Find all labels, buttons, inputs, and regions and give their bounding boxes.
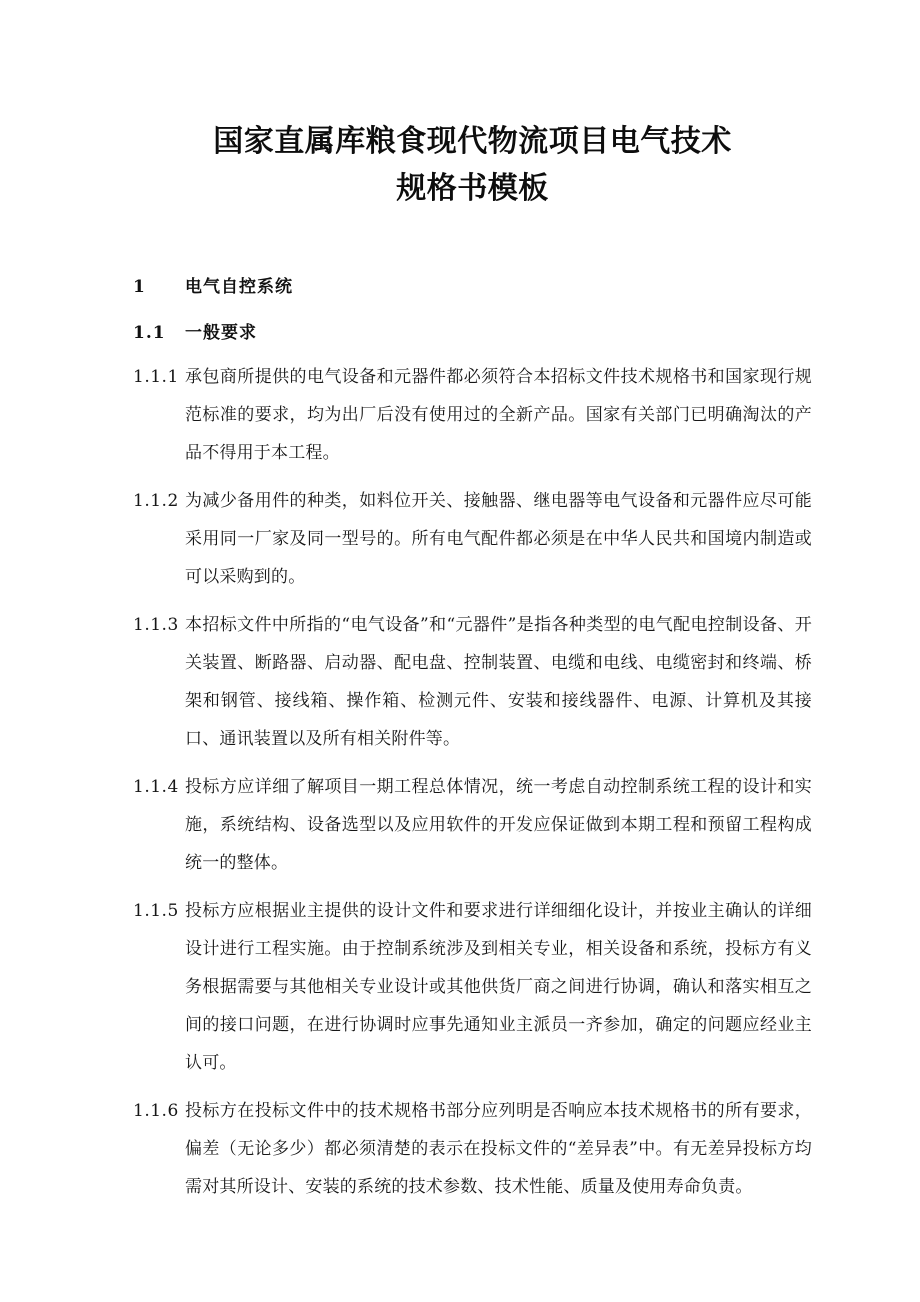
- clause-item: [133, 1092, 812, 1206]
- clause-item: [133, 892, 812, 1082]
- page-title: [133, 0, 812, 212]
- section-heading-1-number: 1: [133, 277, 146, 297]
- section-heading-1-label: 电气自控系统: [185, 277, 293, 297]
- clause-text: 投标方在投标文件中的技术规格书部分应列明是否响应本技术规格书的所有要求，偏差（无论多少）都必须清楚的表示在投标文件的“差异表”中。有无差异投标方均需对其所设计、安装的系统的技术参数、技术性能、质量及使用寿命负责。: [185, 1101, 812, 1197]
- clause-item: [133, 768, 812, 882]
- title-line-2: 规格书模板: [396, 171, 549, 206]
- page-content: [133, 0, 812, 1206]
- section-heading-1-1-label: 一般要求: [185, 323, 257, 343]
- clause-item: [133, 606, 812, 758]
- section-heading-1-1: [133, 318, 812, 348]
- clause-text: 投标方应详细了解项目一期工程总体情况，统一考虑自动控制系统工程的设计和实施，系统结构、设备选型以及应用软件的开发应保证做到本期工程和预留工程构成统一的整体。: [185, 777, 812, 873]
- clause-number: 1.1.4: [133, 777, 179, 797]
- clause-text: 投标方应根据业主提供的设计文件和要求进行详细细化设计，并按业主确认的详细设计进行工程实施。由于控制系统涉及到相关专业，相关设备和系统，投标方有义务根据需要与其他相关专业设计或其他供货厂商之间进行协调，确认和落实相互之间的接口问题，在进行协调时应事先通知业主派员一齐参加，确定的问题应经业主认可。: [185, 901, 812, 1073]
- section-heading-1-1-number: 1.1: [133, 323, 166, 343]
- clause-item: [133, 358, 812, 472]
- section-heading-1: [133, 272, 812, 302]
- title-line-1: 国家直属库粮食现代物流项目电气技术: [213, 124, 732, 159]
- clause-item: [133, 482, 812, 596]
- clause-text: 本招标文件中所指的“电气设备”和“元器件”是指各种类型的电气配电控制设备、开关装置、断路器、启动器、配电盘、控制装置、电缆和电线、电缆密封和终端、桥架和钢管、接线箱、操作箱、检测元件、安装和接线器件、电源、计算机及其接口、通讯装置以及所有相关附件等。: [185, 615, 812, 749]
- clause-number: 1.1.3: [133, 615, 179, 635]
- clause-text: 为减少备用件的种类，如料位开关、接触器、继电器等电气设备和元器件应尽可能采用同一厂家及同一型号的。所有电气配件都必须是在中华人民共和国境内制造或可以采购到的。: [185, 491, 812, 587]
- clause-number: 1.1.5: [133, 901, 179, 921]
- clause-text: 承包商所提供的电气设备和元器件都必须符合本招标文件技术规格书和国家现行规范标准的要求，均为出厂后没有使用过的全新产品。国家有关部门已明确淘汰的产品不得用于本工程。: [185, 367, 812, 463]
- clause-number: 1.1.2: [133, 491, 179, 511]
- clause-number: 1.1.1: [133, 367, 179, 387]
- clause-number: 1.1.6: [133, 1101, 179, 1121]
